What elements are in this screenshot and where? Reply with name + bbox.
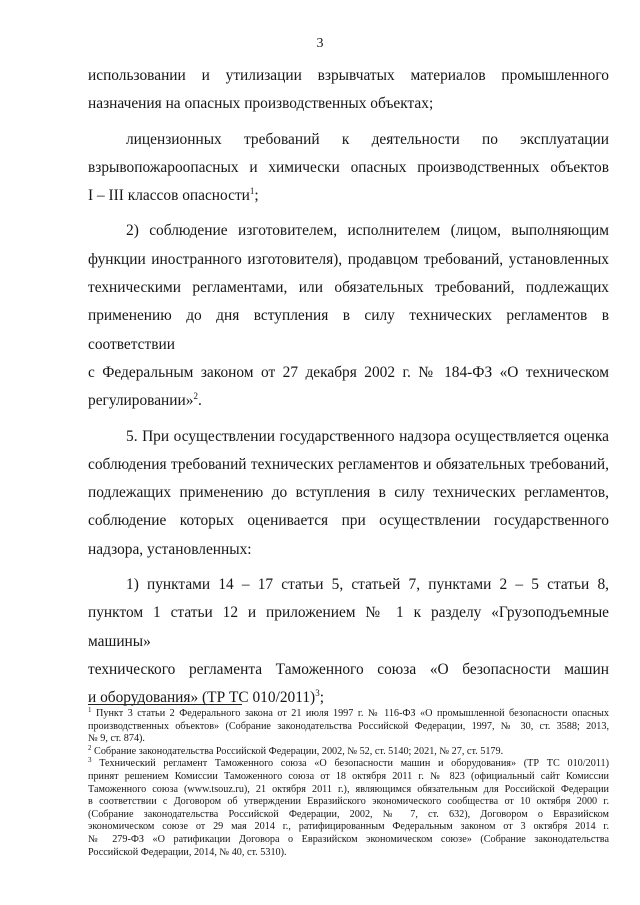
- text-line: взрывопожароопасных и химически опасных производственных объектов: [88, 158, 609, 176]
- paragraph-license-requirements: [88, 126, 609, 211]
- text-line: применению до дня вступления в силу технических регламентов в соответствии: [88, 307, 609, 353]
- paragraph-item-5: [88, 423, 609, 564]
- text-line: технического регламента Таможенного союза «О безопасности машин: [88, 660, 609, 678]
- text-line: и оборудования» (ТР ТС 010/2011)$^3$;: [88, 688, 324, 707]
- paragraph-item-2: [88, 217, 609, 415]
- text-line: 5. При осуществлении государственного надзора осуществляется оценка: [126, 427, 609, 445]
- footnote-number: 2: [88, 743, 92, 752]
- paragraph-subitem-1: [88, 571, 609, 712]
- text-line: лицензионных требований к деятельности по эксплуатации: [126, 130, 609, 148]
- text-line: 1) пунктами 14 – 17 статьи 5, статьей 7, пунктами 2 – 5 статьи 8,: [126, 576, 609, 594]
- footnotes: [88, 708, 609, 859]
- footnote-3: [88, 758, 609, 859]
- footnote-line: $^3$ Технический регламент Таможенного союза «О безопасности машин и оборудования» (ТР ТС 010/2011): [88, 756, 609, 770]
- text-line: регулировании»$^2$.: [88, 391, 202, 410]
- footnote-ref: 1: [249, 186, 255, 197]
- text-line: пунктом 1 статьи 12 и приложением № 1 к разделу «Грузоподъемные машины»: [88, 604, 609, 650]
- text-line: подлежащих применению до вступления в силу технических регламентов,: [88, 484, 609, 502]
- footnote-line: № 279-ФЗ «О ратификации Договора о Евразийском экономическом союзе» (Собрание законодательства: [88, 833, 609, 845]
- page-number: 3: [316, 36, 324, 51]
- footnote-line: в соответствии с Договором об утверждении Евразийского экономического сообщества от 10 октября 2000 г.: [88, 796, 609, 808]
- footnote-1: [88, 708, 609, 746]
- footnote-line: экономическом союзе от 29 мая 2014 г., ратифицированным Федеральным законом от 3 октября 2014 г.: [88, 821, 609, 833]
- text-line: надзора, установленных:: [88, 540, 252, 558]
- text-line: техническими регламентами, или обязательных требований, подлежащих: [88, 279, 609, 297]
- footnote-line: (Собрание законодательства Российской Федерации, 2002, № 7, ст. 632), Договором о Евразийском: [88, 808, 609, 820]
- text-line: I – III классов опасности$^1$;: [88, 186, 259, 205]
- text-line: с Федеральным законом от 27 декабря 2002 г. № 184-ФЗ «О техническом: [88, 363, 609, 381]
- footnote-line: $^1$ Пункт 3 статьи 2 Федерального закона от 21 июля 1997 г. № 116-ФЗ «О промышленной безопасности опасных: [88, 706, 609, 719]
- footnote-separator: [88, 704, 242, 705]
- body-text: [88, 62, 609, 713]
- footnote-line: принят решением Комиссии Таможенного союза от 18 октября 2011 г. № 823 (официальный сайт Комиссии: [88, 770, 609, 782]
- text-line: соблюдение которых оценивается при осуществлении государственного: [88, 512, 609, 530]
- footnote-line: производственных объектов» (Собрание законодательства Российской Федерации, 1997, № 30, ст. 3588; 2013,: [88, 720, 609, 732]
- footnote-2: [88, 743, 609, 759]
- footnote-line: $^2$ Собрание законодательства Российской Федерации, 2002, № 52, ст. 5140; 2021, № 27, ст. 5179.: [88, 743, 504, 757]
- text-line: соблюдения требований технических регламентов и обязательных требований,: [88, 455, 609, 473]
- footnote-ref: 3: [315, 688, 320, 699]
- footnote-ref: 2: [193, 391, 198, 402]
- text-line: функции иностранного изготовителя), продавцом требований, установленных: [88, 250, 609, 268]
- paragraph-explosives-use: [88, 62, 609, 119]
- footnote-line: № 9, ст. 874).: [88, 733, 145, 745]
- text-line: 2) соблюдение изготовителем, исполнителем (лицом, выполняющим: [126, 222, 609, 240]
- footnote-line: Российской Федерации, 2014, № 40, ст. 5310).: [88, 846, 287, 858]
- footnote-number: 1: [88, 706, 92, 714]
- text-line: назначения на опасных производственных объектах;: [88, 95, 434, 113]
- text-line: использовании и утилизации взрывчатых материалов промышленного: [88, 67, 609, 84]
- footnote-line: Таможенного союза (www.tsouz.ru), 21 октября 2011 г.), являющимся обязательным для Российской Федерации: [88, 783, 609, 795]
- footnote-number: 3: [88, 756, 92, 765]
